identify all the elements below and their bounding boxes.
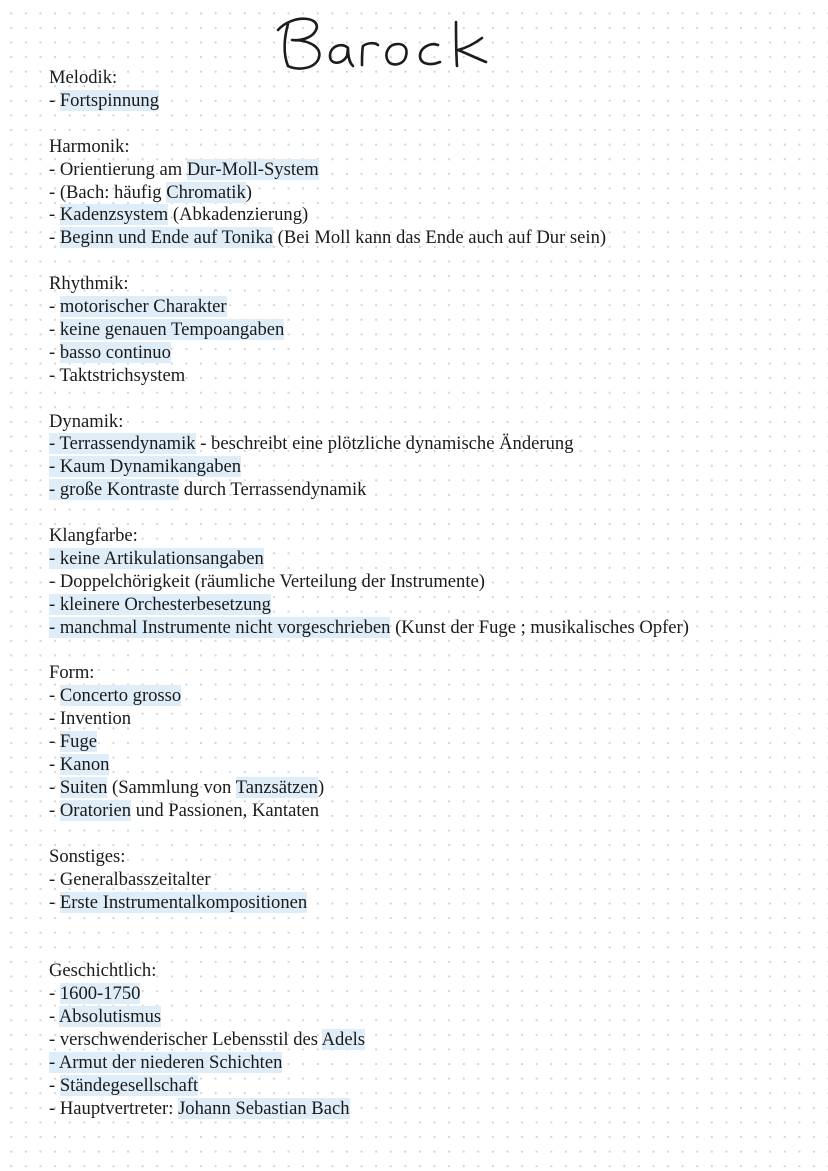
highlighted-text: keine genauen Tempoangaben — [59, 318, 285, 340]
list-item — [49, 777, 819, 800]
item-text: - — [49, 1006, 59, 1028]
list-item — [49, 800, 819, 823]
item-text: ) — [317, 777, 325, 799]
item-text: - — [49, 754, 60, 776]
list-item — [49, 731, 819, 754]
list-item — [49, 342, 819, 365]
item-text: - — [49, 685, 60, 707]
highlighted-text: Ständegesellschaft — [59, 1074, 199, 1096]
highlighted-text: Beginn und Ende auf Tonika — [59, 227, 274, 249]
section-heading: Klangfarbe: — [49, 525, 138, 547]
highlighted-text: Absolutismus — [58, 1006, 162, 1028]
item-text: - — [49, 204, 60, 226]
item-text: - — [49, 983, 60, 1005]
list-item — [49, 617, 819, 640]
highlighted-text: - manchmal Instrumente nicht vorgeschrieben — [49, 616, 391, 638]
section-form — [49, 662, 819, 822]
list-item — [49, 548, 819, 571]
item-text: (Bei Moll kann das Ende auch auf Dur sein) — [273, 227, 607, 249]
highlighted-text: Tanzsätzen — [235, 777, 318, 799]
highlighted-text: Concerto grosso — [59, 685, 182, 707]
item-text: - Invention — [49, 708, 132, 730]
item-text: - — [49, 731, 60, 753]
item-text: - — [49, 891, 60, 913]
list-item — [49, 296, 819, 319]
section-heading: Rhythmik: — [49, 273, 129, 295]
list-item — [49, 571, 819, 594]
section-heading: Form: — [49, 662, 95, 684]
list-item — [49, 182, 819, 205]
list-item — [49, 983, 819, 1006]
list-item — [49, 319, 819, 342]
list-item — [49, 456, 819, 479]
section-klangfarbe — [49, 525, 819, 640]
list-item — [49, 90, 819, 113]
highlighted-text: - Terrassendynamik — [49, 433, 196, 455]
page-title — [270, 10, 500, 72]
item-text: durch Terrassendynamik — [179, 479, 367, 501]
list-item — [49, 869, 819, 892]
highlighted-text: Oratorien — [59, 799, 132, 821]
item-text: - Taktstrichsystem — [49, 364, 186, 386]
list-item — [49, 708, 819, 731]
item-text: - beschreibt eine plötzliche dynamische Änderung — [195, 433, 574, 455]
section-sonstiges — [49, 846, 819, 915]
list-item — [49, 1075, 819, 1098]
item-text: - (Bach: häufig — [49, 181, 167, 203]
section-heading: Harmonik: — [49, 135, 130, 157]
list-item — [49, 365, 819, 388]
list-item — [49, 892, 819, 915]
list-item — [49, 1098, 819, 1121]
item-text: ) — [245, 181, 252, 203]
highlighted-text: motorischer Charakter — [59, 296, 227, 318]
list-item — [49, 227, 819, 250]
item-text: (Abkadenzierung) — [168, 204, 309, 226]
item-text: - Hauptvertreter: — [49, 1097, 179, 1119]
list-item — [49, 204, 819, 227]
highlighted-text: Kanon — [59, 754, 110, 776]
highlighted-text: - Kaum Dynamikangaben — [49, 456, 242, 478]
section-heading: Geschichtlich: — [49, 960, 157, 982]
highlighted-text: basso continuo — [59, 341, 171, 363]
list-item — [49, 1006, 819, 1029]
highlighted-text: Fuge — [59, 731, 98, 753]
highlighted-text: Suiten — [59, 777, 108, 799]
list-item — [49, 1052, 819, 1075]
highlighted-text: - keine Artikulationsangaben — [49, 547, 264, 569]
section-heading: Dynamik: — [49, 410, 124, 432]
item-text: - — [49, 89, 60, 111]
item-text: (Sammlung von — [107, 777, 236, 799]
section-geschichtlich — [49, 960, 819, 1120]
section-melodik — [49, 67, 819, 113]
highlighted-text: Kadenzsystem — [59, 204, 169, 226]
highlighted-text: Fortspinnung — [59, 89, 160, 111]
item-text: - — [49, 1074, 60, 1096]
item-text: - — [49, 318, 60, 340]
item-text: - verschwenderischer Lebensstil des — [49, 1028, 322, 1050]
section-rhythmik — [49, 273, 819, 388]
item-text: und Passionen, Kantaten — [131, 799, 320, 821]
item-text: - — [49, 341, 60, 363]
highlighted-text: Erste Instrumentalkompositionen — [59, 891, 308, 913]
highlighted-text: - kleinere Orchesterbesetzung — [49, 593, 271, 615]
list-item — [49, 1029, 819, 1052]
list-item — [49, 479, 819, 502]
item-text: - Orientierung am — [49, 158, 187, 180]
section-harmonik — [49, 136, 819, 251]
highlighted-text: - Armut der niederen Schichten — [49, 1051, 283, 1073]
item-text: - — [49, 799, 60, 821]
list-item — [49, 754, 819, 777]
list-item — [49, 159, 819, 182]
highlighted-text: - große Kontraste — [49, 479, 180, 501]
highlighted-text: Dur-Moll-System — [186, 158, 319, 180]
list-item — [49, 685, 819, 708]
notes-content — [49, 67, 819, 1143]
highlighted-text: Chromatik — [166, 181, 246, 203]
highlighted-text: Johann Sebastian Bach — [178, 1097, 350, 1119]
handwritten-title-barock — [270, 10, 500, 72]
list-item — [49, 594, 819, 617]
list-item — [49, 433, 819, 456]
item-text: - — [49, 227, 60, 249]
item-text: - Generalbasszeitalter — [49, 868, 211, 890]
item-text: (Kunst der Fuge ; musikalisches Opfer) — [390, 616, 689, 638]
section-dynamik — [49, 411, 819, 503]
item-text: - — [49, 777, 60, 799]
highlighted-text: 1600-1750 — [59, 983, 141, 1005]
highlighted-text: Adels — [321, 1028, 366, 1050]
section-heading: Melodik: — [49, 67, 118, 88]
section-heading: Sonstiges: — [49, 845, 126, 867]
item-text: - Doppelchörigkeit (räumliche Verteilung der Instrumente) — [49, 570, 485, 592]
item-text: - — [49, 296, 60, 318]
